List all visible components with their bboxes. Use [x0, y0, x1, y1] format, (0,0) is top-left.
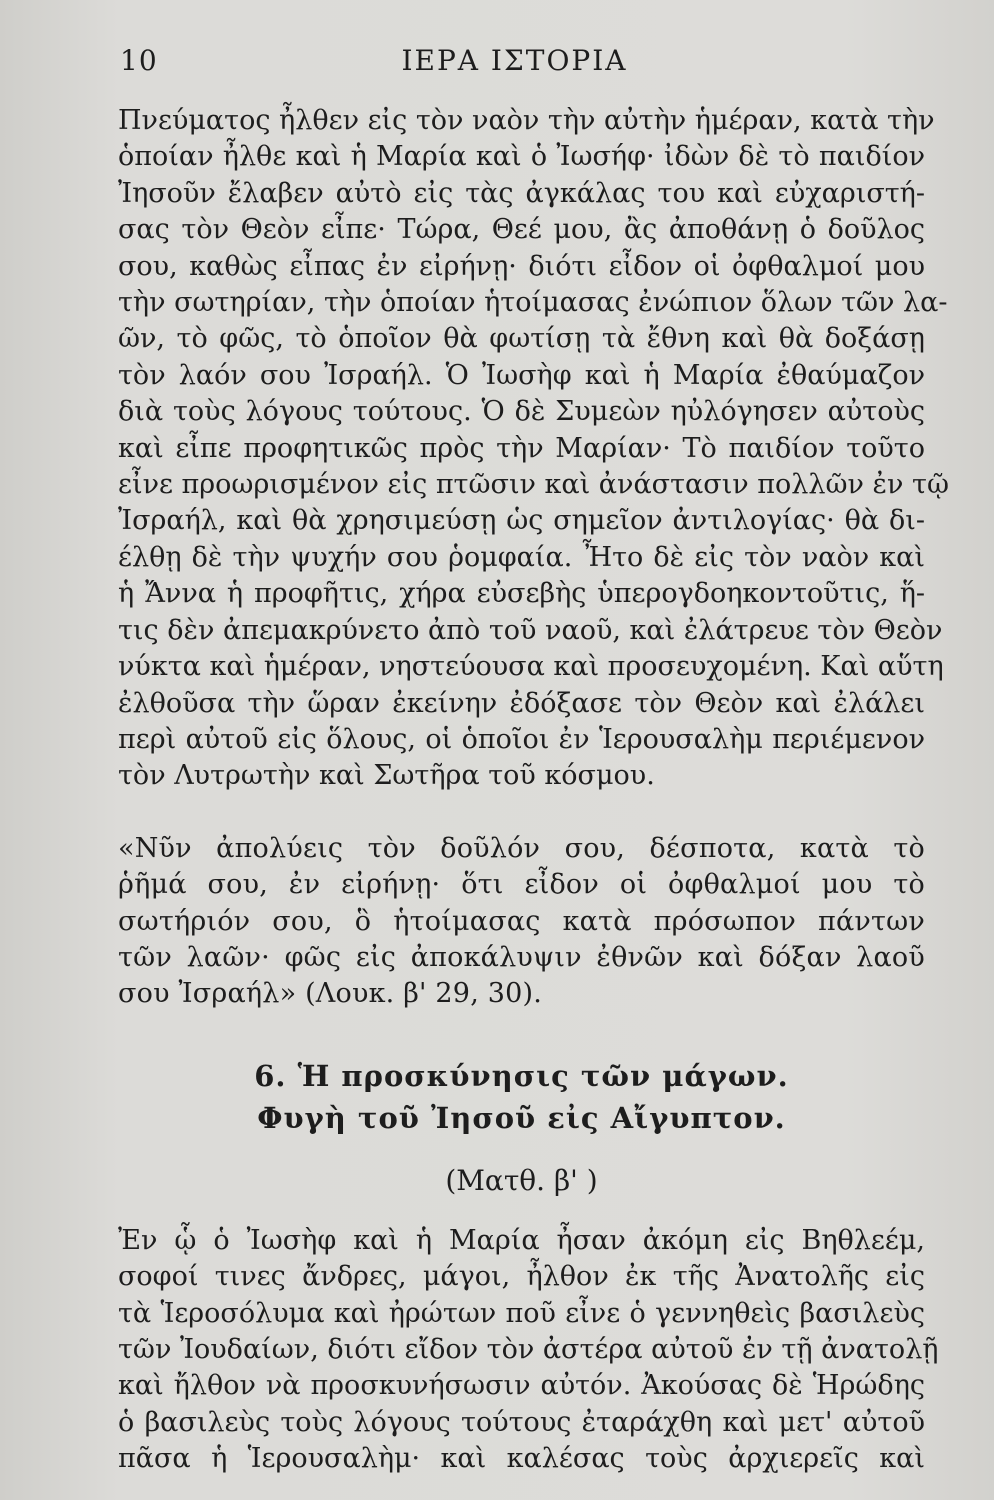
- text-line: πᾶσα ἡ Ἱερουσαλὴμ· καὶ καλέσας τοὺς ἀρχιερεῖς καὶ: [118, 1443, 925, 1475]
- quote-line: σωτήριόν σου, ὃ ἡτοίμασας κατὰ πρόσωπον πάντων: [118, 905, 925, 937]
- canticle-quotation: [118, 831, 925, 1013]
- text-line: τῶν Ἰουδαίων, διότι εἴδον τὸν ἀστέρα αὐτοῦ ἐν τῇ ἀνατολῇ: [118, 1333, 939, 1365]
- text-line: νύκτα καὶ ἡμέραν, νηστεύουσα καὶ προσευχομένη. Καὶ αὕτη: [118, 651, 944, 683]
- text-line: ὁ βασιλεὺς τοὺς λόγους τούτους ἐταράχθη καὶ μετ' αὐτοῦ: [118, 1406, 925, 1438]
- text-line: σου, καθὼς εἶπας ἐν εἰρήνῃ· διότι εἶδον οἱ ὀφθαλμοί μου: [118, 250, 925, 282]
- text-line: περὶ αὐτοῦ εἰς ὅλους, οἱ ὁποῖοι ἐν Ἱερουσαλὴμ περιέμενον: [118, 723, 925, 755]
- text-line: εἶνε προωρισμένον εἰς πτῶσιν καὶ ἀνάστασιν πολλῶν ἐν τῷ: [118, 469, 949, 501]
- text-line: διὰ τοὺς λόγους τούτους. Ὁ δὲ Συμεὼν ηὐλόγησεν αὐτοὺς: [118, 396, 925, 428]
- text-line: Ἰσραήλ, καὶ θὰ χρησιμεύσῃ ὡς σημεῖον ἀντιλογίας· θὰ δι-: [118, 505, 925, 537]
- section-heading: [118, 1055, 925, 1201]
- scripture-reference: (Ματθ. β' ): [445, 1163, 598, 1197]
- text-line: Ἰησοῦν ἔλαβεν αὐτὸ εἰς τὰς ἀγκάλας του καὶ εὐχαριστή-: [118, 177, 925, 209]
- text-line: τὰ Ἱεροσόλυμα καὶ ἠρώτων ποῦ εἶνε ὁ γεννηθεὶς βασιλεὺς: [118, 1297, 925, 1329]
- text-line: ἐλθοῦσα τὴν ὥραν ἐκείνην ἐδόξασε τὸν Θεὸν καὶ ἐλάλει: [118, 687, 925, 719]
- section-title-line: Φυγὴ τοῦ Ἰησοῦ εἰς Αἴγυπτον.: [257, 1100, 786, 1135]
- running-title: ΙΕΡΑ ΙΣΤΟΡΙΑ: [401, 44, 628, 77]
- text-line: τις δὲν ἀπεμακρύνετο ἀπὸ τοῦ ναοῦ, καὶ ἐλάτρευε τὸν Θεὸν: [118, 614, 943, 646]
- page-body: [118, 103, 949, 1478]
- spacer: [118, 1013, 925, 1055]
- text-line: ὁποίαν ἦλθε καὶ ἡ Μαρία καὶ ὁ Ἰωσήφ· ἰδὼν δὲ τὸ παιδίον: [118, 141, 925, 173]
- text-line: έλθῃ δὲ τὴν ψυχήν σου ῥομφαία. Ἦτο δὲ εἰς τὸν ναὸν καὶ: [118, 541, 925, 573]
- quote-line: τῶν λαῶν· φῶς εἰς ἀποκάλυψιν ἐθνῶν καὶ δόξαν λαοῦ: [118, 941, 925, 973]
- text-line: Πνεύματος ἦλθεν εἰς τὸν ναὸν τὴν αὐτὴν ἡμέραν, κατὰ τὴν: [118, 105, 935, 136]
- text-line: σοφοί τινες ἄνδρες, μάγοι, ἦλθον ἐκ τῆς Ἀνατολῆς εἰς: [118, 1261, 925, 1293]
- text-line: καὶ ἤλθον νὰ προσκυνήσωσιν αὐτόν. Ἀκούσας δὲ Ἡρώδης: [118, 1370, 925, 1402]
- spacer: [118, 795, 925, 831]
- section-title-line: 6. Ἡ προσκύνησις τῶν μάγων.: [254, 1058, 789, 1093]
- text-line: τὸν λαόν σου Ἰσραήλ. Ὁ Ἰωσὴφ καὶ ἡ Μαρία ἐθαύμαζον: [118, 359, 925, 391]
- text-line: ἡ Ἄννα ἡ προφῆτις, χήρα εὐσεβὴς ὑπερογδοηκοντοῦτις, ἥ-: [118, 578, 925, 610]
- quote-line: σου Ἰσραήλ» (Λουκ. β' 29, 30).: [118, 978, 543, 1010]
- text-line: καὶ εἶπε προφητικῶς πρὸς τὴν Μαρίαν· Τὸ παιδίον τοῦτο: [118, 432, 925, 464]
- quote-line: «Νῦν ἀπολύεις τὸν δοῦλόν σου, δέσποτα, κατὰ τὸ: [118, 832, 925, 864]
- text-line: Ἐν ᾧ ὁ Ἰωσὴφ καὶ ἡ Μαρία ἦσαν ἀκόμη εἰς Βηθλεέμ,: [118, 1224, 925, 1256]
- page-header: [110, 44, 919, 84]
- paragraph-presentation-in-temple: [118, 103, 949, 795]
- text-line: σας τὸν Θεὸν εἶπε· Τώρα, Θεέ μου, ἂς ἀποθάνῃ ὁ δοῦλος: [118, 214, 925, 246]
- text-line: τὸν Λυτρωτὴν καὶ Σωτῆρα τοῦ κόσμου.: [118, 760, 655, 792]
- text-line: τὴν σωτηρίαν, τὴν ὁποίαν ἡτοίμασας ἐνώπιον ὅλων τῶν λα-: [118, 287, 948, 319]
- paragraph-magi: [118, 1223, 939, 1478]
- quote-line: ῥῆμά σου, ἐν εἰρήνῃ· ὅτι εἶδον οἱ ὀφθαλμοί μου τὸ: [118, 869, 925, 901]
- text-line: ῶν, τὸ φῶς, τὸ ὁποῖον θὰ φωτίσῃ τὰ ἔθνη καὶ θὰ δοξάσῃ: [118, 323, 925, 355]
- page-number: 10: [120, 44, 158, 77]
